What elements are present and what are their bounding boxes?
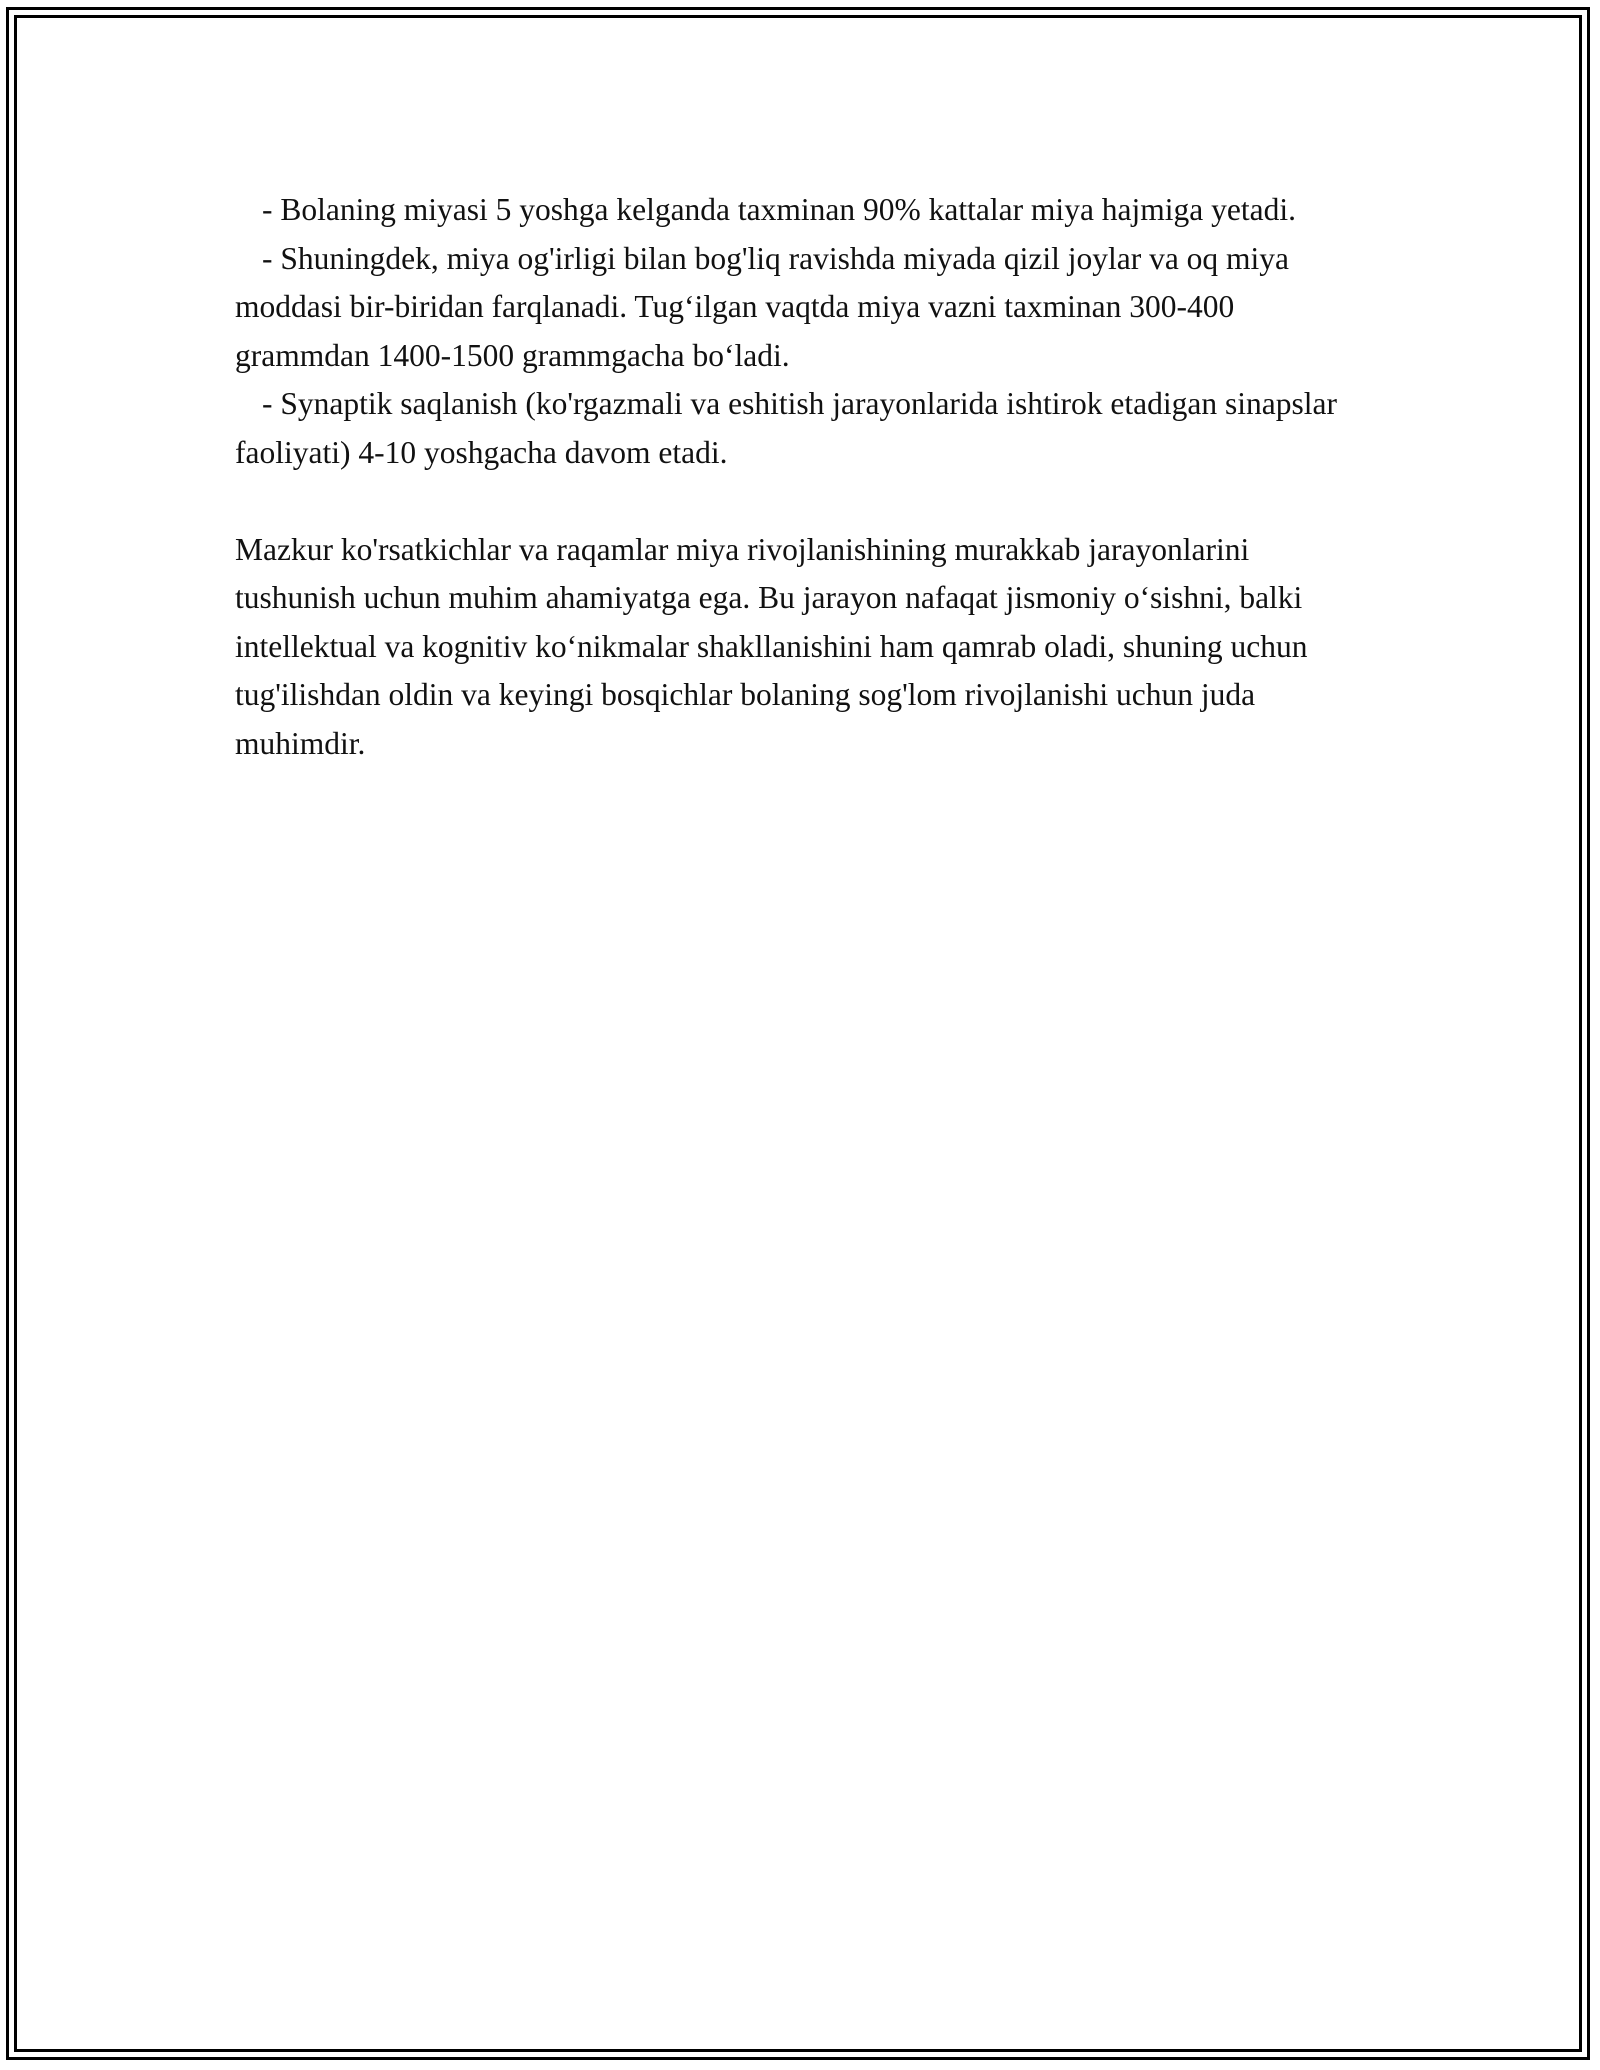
summary-paragraph: Mazkur ko'rsatkichlar va raqamlar miya rivojlanishining murakkab jarayonlarini tushunish uchun muhim ahamiyatga ega. Bu jarayon nafaqat jismoniy o‘sishni, balki intellektual va kognitiv ko‘nikmalar shakllanishini ham qamrab oladi, shuning uchun tug'ilishdan oldin va keyingi bosqichlar bolaning sog'lom rivojlanishi uchun juda muhimdir. bbox=[235, 531, 1316, 761]
bullet-synaptic-retention: - Synaptik saqlanish (ko'rgazmali va eshitish jarayonlarida ishtirok etadigan sinapslar faoliyati) 4-10 yoshgacha davom etadi. bbox=[235, 386, 1345, 470]
bullet-brain-volume: - Bolaning miyasi 5 yoshga kelganda taxminan 90% kattalar miya hajmiga yetadi. bbox=[262, 192, 1296, 227]
bullet-brain-weight: - Shuningdek, miya og'irligi bilan bog'liq ravishda miyada qizil joylar va oq miya moddasi bir-biridan farqlanadi. Tug‘ilgan vaqtda miya vazni taxminan 300-400 grammdan 1400-1500 grammgacha bo‘ladi. bbox=[235, 240, 1297, 373]
paragraph-spacer bbox=[235, 477, 1375, 526]
document-body bbox=[235, 186, 1375, 768]
